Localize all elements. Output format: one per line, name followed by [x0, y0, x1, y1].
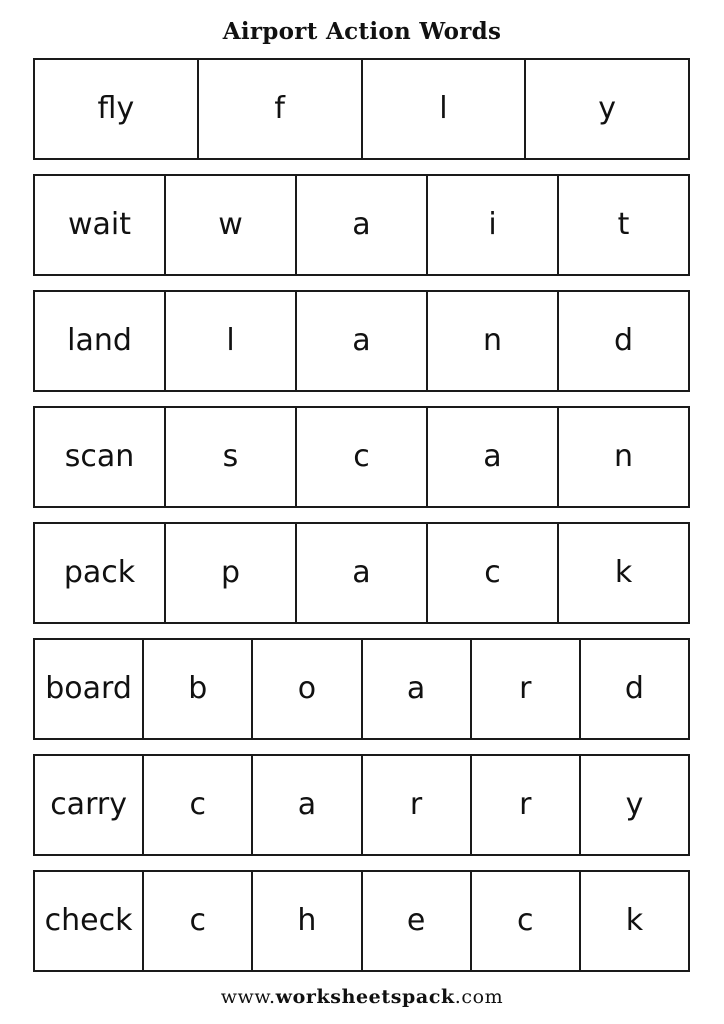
- letter-cell: a: [361, 640, 470, 738]
- letter-cell: d: [557, 292, 688, 390]
- letter-cell: s: [164, 408, 295, 506]
- letter-cell: c: [142, 872, 251, 970]
- letter-cell: l: [164, 292, 295, 390]
- letter-cell: n: [426, 292, 557, 390]
- letter-cell: w: [164, 176, 295, 274]
- letter-cell: t: [557, 176, 688, 274]
- letter-cell: a: [251, 756, 360, 854]
- letter-cell: d: [579, 640, 688, 738]
- letter-cell: c: [470, 872, 579, 970]
- word-row: [33, 754, 690, 856]
- letter-cell: r: [361, 756, 470, 854]
- letter-cell: h: [251, 872, 360, 970]
- letter-cell: a: [426, 408, 557, 506]
- word-cell: pack: [63, 555, 136, 590]
- letter-cell: k: [557, 524, 688, 622]
- word-cell: fly: [97, 91, 135, 126]
- word-cell: check: [44, 903, 133, 938]
- letter-cell: r: [470, 640, 579, 738]
- letter-cell: n: [557, 408, 688, 506]
- letter-cell: a: [295, 176, 426, 274]
- letter-cell: l: [361, 60, 525, 158]
- letter-cell: y: [579, 756, 688, 854]
- word-cell: board: [45, 671, 132, 706]
- letter-cell: o: [251, 640, 360, 738]
- word-row: [33, 870, 690, 972]
- letter-cell: k: [579, 872, 688, 970]
- worksheet-title: Airport Action Words: [222, 18, 502, 45]
- letter-cell: i: [426, 176, 557, 274]
- word-cell: wait: [67, 207, 132, 242]
- footer-domain: worksheetspack: [275, 986, 455, 1008]
- word-row: [33, 406, 690, 508]
- letter-cell: a: [295, 292, 426, 390]
- letter-cell: f: [197, 60, 361, 158]
- letter-cell: c: [426, 524, 557, 622]
- letter-cell: y: [524, 60, 688, 158]
- letter-cell: b: [142, 640, 251, 738]
- word-row: [33, 290, 690, 392]
- word-cell: carry: [50, 787, 127, 822]
- letter-cell: p: [164, 524, 295, 622]
- letter-cell: c: [295, 408, 426, 506]
- word-cell: scan: [64, 439, 135, 474]
- word-row: [33, 522, 690, 624]
- letter-cell: r: [470, 756, 579, 854]
- word-row: [33, 174, 690, 276]
- word-cell: land: [67, 323, 132, 358]
- website-footer: [0, 986, 724, 1008]
- footer-prefix: www.: [220, 986, 276, 1008]
- letter-cell: c: [142, 756, 251, 854]
- letter-cell: e: [361, 872, 470, 970]
- word-row: [33, 638, 690, 740]
- letter-cell: a: [295, 524, 426, 622]
- footer-suffix: .com: [454, 986, 504, 1008]
- word-row: [33, 58, 690, 160]
- word-grid: [33, 58, 690, 986]
